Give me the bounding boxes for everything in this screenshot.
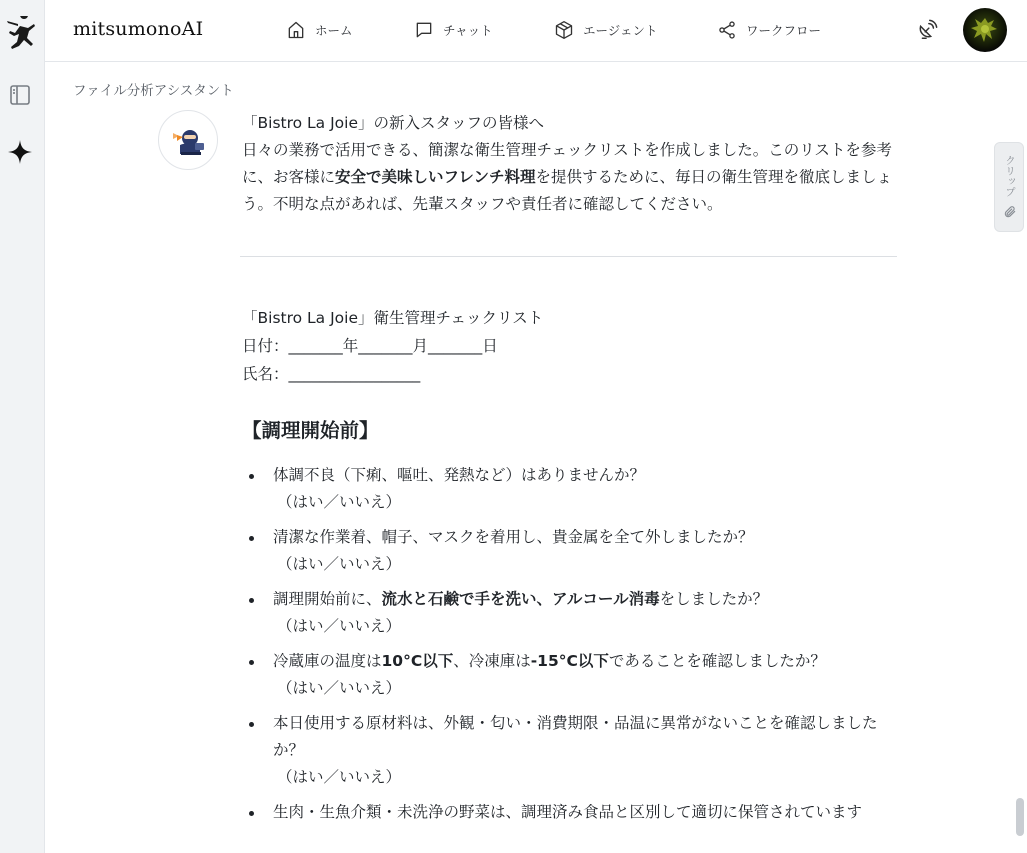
item-text-tail: をしましたか？ [659, 590, 769, 608]
item-text: 体調不良（下痢、嘔吐、発熱など）はありませんか？ [273, 466, 646, 484]
item-answer: （はい／いいえ） [277, 768, 402, 786]
nav-home-label: ホーム [315, 23, 353, 38]
name-line: 氏名：_________________ [242, 365, 421, 383]
list-item [242, 524, 902, 578]
user-avatar[interactable] [963, 8, 1007, 52]
intro-bold: 安全で美味しいフレンチ料理 [335, 168, 536, 186]
share-nodes-icon [717, 20, 737, 40]
item-text: 清潔な作業着、帽子、マスクを着用し、貴金属を全て外しましたか？ [273, 528, 754, 546]
assistant-avatar [158, 110, 218, 170]
list-item [242, 799, 902, 826]
message-intro [242, 137, 902, 218]
item-text: 冷蔵庫の温度は [273, 652, 382, 670]
ninja-logo-icon[interactable] [4, 16, 38, 52]
nav-agent[interactable] [554, 19, 658, 41]
item-answer: （はい／いいえ） [277, 555, 402, 573]
nav-chat[interactable] [414, 19, 493, 41]
checklist-items [242, 462, 902, 826]
clip-label: クリップ [1004, 155, 1016, 197]
nav-workflow[interactable] [717, 19, 821, 41]
sparkle-icon[interactable] [7, 139, 33, 165]
nav-workflow-label: ワークフロー [746, 23, 822, 38]
item-text: 本日使用する原材料は、外観・匂い・消費期限・品温に異常がないことを確認しましたか？ [273, 714, 878, 759]
ninja-assistant-icon [159, 111, 219, 171]
home-icon [286, 20, 306, 40]
message-greeting: 「Bistro La Joie」の新入スタッフの皆様へ [242, 114, 544, 132]
list-item [242, 648, 902, 702]
scrollbar-thumb[interactable] [1016, 798, 1024, 836]
list-item [242, 462, 902, 516]
item-answer: （はい／いいえ） [277, 493, 402, 511]
nav-agent-label: エージェント [583, 23, 658, 38]
item-answer: （はい／いいえ） [277, 679, 402, 697]
clip-side-tab[interactable] [994, 142, 1024, 232]
nav-home[interactable] [286, 19, 353, 41]
item-bold: 10°C以下 [381, 652, 454, 670]
left-rail [0, 0, 45, 853]
top-header [45, 0, 1027, 62]
section-title: 【調理開始前】 [242, 419, 379, 442]
item-answer: （はい／いいえ） [277, 617, 402, 635]
item-bold-2: -15°C以下 [530, 652, 609, 670]
list-item [242, 586, 902, 640]
item-text: 調理開始前に、 [273, 590, 382, 608]
chat-bubble-icon [414, 20, 434, 40]
item-text-tail: であることを確認しましたか？ [608, 652, 826, 670]
main-area [45, 62, 1027, 853]
intro-text-1: 日々の業務で活用できる、簡潔な衛生管理チェックリストを作成しました。このリストを参考に、お客様に [242, 141, 892, 186]
item-text: 生肉・生魚介類・未洗浄の野菜は、調理済み食品と区別して適切に保管されています [273, 803, 863, 821]
divider [240, 256, 897, 257]
checklist-title: 「Bistro La Joie」衛生管理チェックリスト [242, 309, 544, 327]
item-bold: 流水と石鹸で手を洗い、アルコール消毒 [381, 590, 660, 608]
nav-chat-label: チャット [443, 23, 493, 38]
intro-text-2: を提供するために、毎日の衛生管理を徹底しましょう。不明な点があれば、先輩スタッフや責任者に確認してください。 [242, 168, 893, 213]
satellite-dish-icon[interactable] [916, 19, 938, 41]
item-text-mid: 、冷凍庫は [453, 652, 531, 670]
date-line: 日付：_______年_______月_______日 [242, 337, 498, 355]
assistant-message [242, 110, 902, 834]
page-breadcrumb: ファイル分析アシスタント [73, 83, 234, 99]
list-item [242, 710, 902, 791]
sidebar-toggle-icon[interactable] [8, 83, 32, 107]
cube-icon [554, 20, 574, 40]
paperclip-icon [1003, 205, 1017, 219]
brand-name[interactable]: mitsumonoAI [73, 18, 204, 40]
avatar-figure-icon [963, 8, 1007, 52]
